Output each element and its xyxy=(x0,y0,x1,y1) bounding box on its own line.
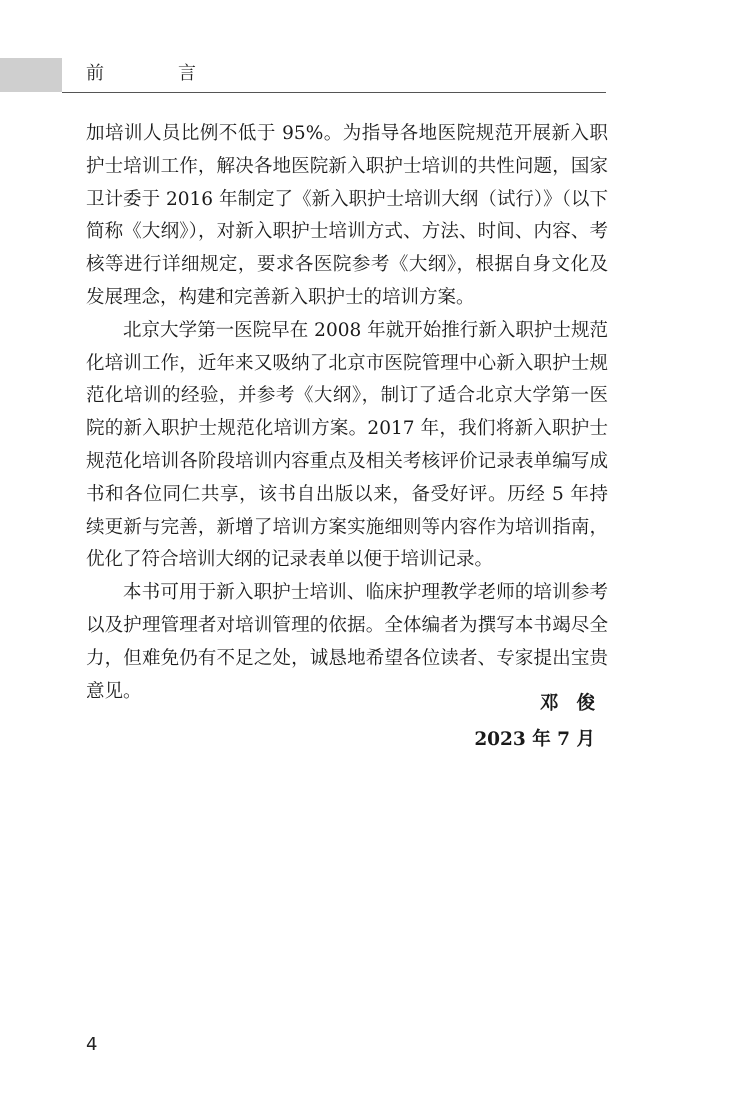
paragraph: 北京大学第一医院早在 2008 年就开始推行新入职护士规范化培训工作，近年来又吸纳了北京市医院管理中心新入职护士规范化培训的经验，并参考《大纲》，制订了适合北京大学第一医院的新入职护士规范化培训方案。2017 年，我们将新入职护士规范化培训各阶段培训内容重点及相关考核评价记录表单编写成书和各位同仁共享，该书自出版以来，备受好评。历经 5 年持续更新与完善，新增了培训方案实施细则等内容作为培训指南，优化了符合培训大纲的记录表单以便于培训记录。 xyxy=(86,319,608,571)
page-number: 4 xyxy=(86,1034,98,1055)
author-name: 邓俊 xyxy=(539,693,613,714)
signature-block xyxy=(474,686,613,758)
section-title: 前 言 xyxy=(86,63,224,84)
header-divider xyxy=(62,92,606,93)
header-tab-marker xyxy=(0,58,62,92)
body-text xyxy=(86,118,608,708)
paragraph-continued: 加培训人员比例不低于 95%。为指导各地医院规范开展新入职护士培训工作，解决各地医院新入职护士培训的共性问题，国家卫计委于 2016 年制定了《新入职护士培训大纲（试行）》（以下简称《大纲》），对新入职护士培训方式、方法、时间、内容、考核等进行详细规定，要求各医院参考《大纲》，根据自身文化及发展理念，构建和完善新入职护士的培训方案。 xyxy=(86,123,608,308)
paragraph: 本书可用于新入职护士培训、临床护理教学老师的培训参考以及护理管理者对培训管理的依据。全体编者为撰写本书竭尽全力，但难免仍有不足之处，诚恳地希望各位读者、专家提出宝贵意见。 xyxy=(86,582,608,702)
signature-date: 2023 年 7 月 xyxy=(474,729,595,750)
